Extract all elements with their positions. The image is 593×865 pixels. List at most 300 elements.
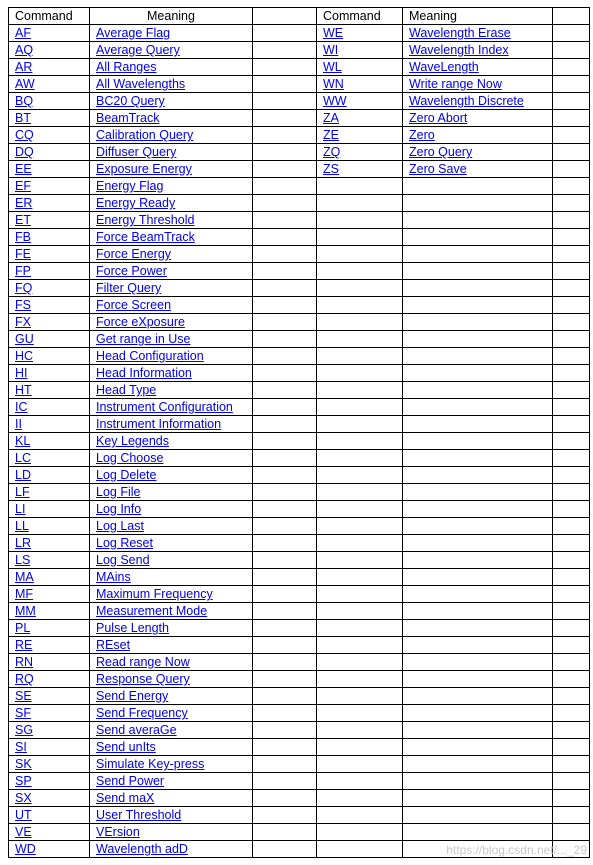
command-right-cell — [317, 722, 403, 739]
meaning-left-cell — [90, 484, 253, 501]
meaning-left-link[interactable]: Energy Threshold — [96, 213, 195, 227]
meaning-right-link[interactable]: Wavelength Discrete — [409, 94, 524, 108]
spacer-cell — [253, 42, 317, 59]
meaning-left-link[interactable]: REset — [96, 638, 131, 652]
command-left-cell — [9, 263, 90, 280]
command-left-link[interactable]: HI — [15, 366, 28, 380]
command-left-link[interactable]: RE — [15, 638, 33, 652]
command-left-cell — [9, 144, 90, 161]
command-right-cell — [317, 637, 403, 654]
meaning-left-link[interactable]: Send averaGe — [96, 723, 177, 737]
meaning-left-link[interactable]: Send Energy — [96, 689, 169, 703]
command-left-link[interactable]: IC — [15, 400, 28, 414]
meaning-left-link[interactable]: Key Legends — [96, 434, 169, 448]
command-left-link[interactable]: MF — [15, 587, 34, 601]
command-left-link[interactable]: HC — [15, 349, 34, 363]
spacer-cell — [253, 841, 317, 858]
command-left-link[interactable]: MM — [15, 604, 36, 618]
spacer-end-cell — [553, 671, 590, 688]
command-right-cell — [317, 773, 403, 790]
command-left-cell — [9, 76, 90, 93]
table-row — [9, 620, 590, 637]
command-right-cell — [317, 501, 403, 518]
command-left-cell — [9, 178, 90, 195]
table-row — [9, 314, 590, 331]
command-left-link[interactable]: AF — [15, 26, 31, 40]
spacer-end-cell — [553, 620, 590, 637]
meaning-right-cell — [403, 569, 553, 586]
meaning-right-cell — [403, 501, 553, 518]
command-left-link[interactable]: DQ — [15, 145, 34, 159]
command-left-link[interactable]: LD — [15, 468, 31, 482]
meaning-right-cell — [403, 263, 553, 280]
meaning-left-link[interactable]: VErsion — [96, 825, 140, 839]
meaning-right-cell — [403, 280, 553, 297]
spacer-end-cell — [553, 416, 590, 433]
meaning-left-cell — [90, 450, 253, 467]
command-left-cell — [9, 722, 90, 739]
spacer-end-cell — [553, 246, 590, 263]
spacer-cell — [253, 229, 317, 246]
spacer-end-cell — [553, 178, 590, 195]
command-left-link[interactable]: FX — [15, 315, 31, 329]
command-left-cell — [9, 535, 90, 552]
command-right-link[interactable]: ZE — [323, 128, 339, 142]
spacer-cell — [253, 433, 317, 450]
meaning-right-cell — [403, 365, 553, 382]
table-row — [9, 144, 590, 161]
meaning-left-link[interactable]: Instrument Information — [96, 417, 222, 431]
table-row — [9, 59, 590, 76]
command-left-link[interactable]: PL — [15, 621, 31, 635]
spacer-cell — [253, 161, 317, 178]
spacer-end-cell — [553, 722, 590, 739]
spacer-cell — [253, 178, 317, 195]
meaning-left-link[interactable]: Get range in Use — [96, 332, 191, 346]
meaning-left-cell — [90, 535, 253, 552]
spacer-cell — [253, 654, 317, 671]
command-left-cell — [9, 331, 90, 348]
meaning-left-link[interactable]: Wavelength adD — [96, 842, 188, 856]
meaning-left-link[interactable]: Read range Now — [96, 655, 190, 669]
command-left-cell — [9, 688, 90, 705]
table-row — [9, 93, 590, 110]
command-left-link[interactable]: ET — [15, 213, 31, 227]
command-left-cell — [9, 654, 90, 671]
command-left-cell — [9, 620, 90, 637]
command-left-link[interactable]: AW — [15, 77, 35, 91]
command-left-link[interactable]: FE — [15, 247, 31, 261]
spacer-cell — [253, 195, 317, 212]
meaning-left-cell — [90, 552, 253, 569]
meaning-left-link[interactable]: Measurement Mode — [96, 604, 208, 618]
command-left-link[interactable]: GU — [15, 332, 34, 346]
spacer-cell — [253, 144, 317, 161]
header-command-right: Command — [317, 8, 403, 25]
meaning-right-cell — [403, 484, 553, 501]
meaning-right-cell — [403, 331, 553, 348]
command-right-link[interactable]: ZQ — [323, 145, 341, 159]
command-left-link[interactable]: AR — [15, 60, 33, 74]
meaning-right-link[interactable]: Zero Save — [409, 162, 467, 176]
command-right-cell — [317, 535, 403, 552]
command-right-link[interactable]: WE — [323, 26, 344, 40]
command-left-link[interactable]: HT — [15, 383, 32, 397]
command-left-link[interactable]: LF — [15, 485, 30, 499]
meaning-left-cell — [90, 518, 253, 535]
table-row — [9, 824, 590, 841]
spacer-cell — [253, 314, 317, 331]
meaning-right-cell — [403, 603, 553, 620]
command-right-cell — [317, 586, 403, 603]
command-left-link[interactable]: FB — [15, 230, 31, 244]
spacer-cell — [253, 297, 317, 314]
spacer-end-cell — [553, 637, 590, 654]
meaning-left-link[interactable]: Send Power — [96, 774, 165, 788]
meaning-left-link[interactable]: Simulate Key-press — [96, 757, 205, 771]
meaning-left-link[interactable]: Force Energy — [96, 247, 172, 261]
command-left-cell — [9, 25, 90, 42]
meaning-right-cell — [403, 552, 553, 569]
command-left-link[interactable]: BQ — [15, 94, 34, 108]
command-right-link[interactable]: ZS — [323, 162, 339, 176]
meaning-left-link[interactable]: Energy Ready — [96, 196, 176, 210]
table-row — [9, 416, 590, 433]
command-right-link[interactable]: WI — [323, 43, 339, 57]
meaning-right-link[interactable]: WaveLength — [409, 60, 479, 74]
command-left-link[interactable]: VE — [15, 825, 32, 839]
meaning-left-cell — [90, 790, 253, 807]
spacer-cell — [253, 722, 317, 739]
command-right-cell — [317, 790, 403, 807]
table-row — [9, 773, 590, 790]
command-left-link[interactable]: RQ — [15, 672, 34, 686]
command-left-link[interactable]: SK — [15, 757, 32, 771]
command-right-link[interactable]: ZA — [323, 111, 339, 125]
meaning-left-link[interactable]: Head Type — [96, 383, 157, 397]
spacer-cell — [253, 688, 317, 705]
meaning-left-link[interactable]: Log Delete — [96, 468, 157, 482]
meaning-left-cell — [90, 416, 253, 433]
meaning-left-link[interactable]: Force Screen — [96, 298, 172, 312]
meaning-right-cell — [403, 739, 553, 756]
command-right-cell — [317, 365, 403, 382]
meaning-right-cell — [403, 144, 553, 161]
meaning-right-cell — [403, 25, 553, 42]
meaning-left-link[interactable]: Average Flag — [96, 26, 171, 40]
command-left-cell — [9, 161, 90, 178]
meaning-left-cell — [90, 586, 253, 603]
spacer-cell — [253, 263, 317, 280]
table-row — [9, 229, 590, 246]
meaning-left-link[interactable]: Log Send — [96, 553, 150, 567]
header-row — [9, 8, 590, 25]
spacer-cell — [253, 348, 317, 365]
command-left-cell — [9, 518, 90, 535]
meaning-left-cell — [90, 263, 253, 280]
spacer-end-cell — [553, 739, 590, 756]
command-right-cell — [317, 467, 403, 484]
spacer-cell — [253, 450, 317, 467]
meaning-left-cell — [90, 110, 253, 127]
meaning-left-link[interactable]: BeamTrack — [96, 111, 160, 125]
table-row — [9, 365, 590, 382]
spacer-end-cell — [553, 263, 590, 280]
meaning-left-link[interactable]: Head Configuration — [96, 349, 204, 363]
meaning-left-cell — [90, 501, 253, 518]
command-right-cell — [317, 195, 403, 212]
command-right-cell — [317, 552, 403, 569]
spacer-cell — [253, 93, 317, 110]
spacer-cell — [253, 790, 317, 807]
command-left-link[interactable]: WD — [15, 842, 36, 856]
command-left-link[interactable]: CQ — [15, 128, 34, 142]
spacer-cell — [253, 501, 317, 518]
spacer-end-cell — [553, 314, 590, 331]
meaning-right-cell — [403, 161, 553, 178]
meaning-right-link[interactable]: Wavelength Index — [409, 43, 509, 57]
meaning-right-cell — [403, 518, 553, 535]
command-right-cell — [317, 59, 403, 76]
command-left-link[interactable]: LL — [15, 519, 29, 533]
table-row — [9, 195, 590, 212]
command-left-cell — [9, 59, 90, 76]
command-left-link[interactable]: FQ — [15, 281, 33, 295]
table-row — [9, 705, 590, 722]
table-row — [9, 110, 590, 127]
meaning-left-cell — [90, 93, 253, 110]
table-row — [9, 246, 590, 263]
command-left-link[interactable]: SE — [15, 689, 32, 703]
meaning-left-cell — [90, 178, 253, 195]
command-left-link[interactable]: EF — [15, 179, 31, 193]
command-left-cell — [9, 790, 90, 807]
meaning-right-link[interactable]: Zero Abort — [409, 111, 468, 125]
command-right-cell — [317, 518, 403, 535]
meaning-left-link[interactable]: Send maX — [96, 791, 155, 805]
spacer-cell — [253, 773, 317, 790]
meaning-left-link[interactable]: Maximum Frequency — [96, 587, 213, 601]
command-right-cell — [317, 161, 403, 178]
table-row — [9, 450, 590, 467]
meaning-left-link[interactable]: Response Query — [96, 672, 190, 686]
table-row — [9, 399, 590, 416]
spacer-end-cell — [553, 229, 590, 246]
meaning-right-cell — [403, 212, 553, 229]
command-left-link[interactable]: LC — [15, 451, 31, 465]
meaning-left-link[interactable]: All Ranges — [96, 60, 157, 74]
meaning-left-cell — [90, 331, 253, 348]
spacer-cell — [253, 756, 317, 773]
table-row — [9, 603, 590, 620]
command-table — [8, 7, 590, 858]
spacer-cell — [253, 331, 317, 348]
meaning-right-cell — [403, 756, 553, 773]
spacer-end-cell — [553, 807, 590, 824]
command-left-cell — [9, 569, 90, 586]
command-right-link[interactable]: WW — [323, 94, 347, 108]
meaning-left-link[interactable]: Send Frequency — [96, 706, 188, 720]
meaning-left-link[interactable]: Log Last — [96, 519, 144, 533]
table-row — [9, 688, 590, 705]
meaning-left-link[interactable]: Pulse Length — [96, 621, 169, 635]
command-right-cell — [317, 654, 403, 671]
spacer-cell — [253, 59, 317, 76]
command-left-link[interactable]: EE — [15, 162, 32, 176]
table-row — [9, 790, 590, 807]
table-row — [9, 654, 590, 671]
meaning-left-link[interactable]: MAins — [96, 570, 131, 584]
table-row — [9, 178, 590, 195]
command-right-cell — [317, 25, 403, 42]
meaning-right-link[interactable]: Write range Now — [409, 77, 502, 91]
command-right-cell — [317, 705, 403, 722]
meaning-right-cell — [403, 195, 553, 212]
command-left-link[interactable]: LS — [15, 553, 31, 567]
meaning-left-link[interactable]: Log Choose — [96, 451, 164, 465]
command-left-link[interactable]: SF — [15, 706, 31, 720]
command-left-cell — [9, 841, 90, 858]
command-left-link[interactable]: SI — [15, 740, 27, 754]
meaning-right-cell — [403, 688, 553, 705]
spacer-end-cell — [553, 535, 590, 552]
meaning-left-link[interactable]: Force eXposure — [96, 315, 185, 329]
meaning-left-link[interactable]: Energy Flag — [96, 179, 164, 193]
command-right-cell — [317, 382, 403, 399]
command-left-link[interactable]: SP — [15, 774, 32, 788]
meaning-left-link[interactable]: Head Information — [96, 366, 192, 380]
meaning-right-cell — [403, 535, 553, 552]
meaning-left-cell — [90, 42, 253, 59]
spacer-end-cell — [553, 76, 590, 93]
command-right-cell — [317, 824, 403, 841]
meaning-left-link[interactable]: Log File — [96, 485, 141, 499]
meaning-right-link[interactable]: Wavelength Erase — [409, 26, 511, 40]
command-right-cell — [317, 348, 403, 365]
command-left-link[interactable]: BT — [15, 111, 31, 125]
command-left-cell — [9, 756, 90, 773]
meaning-left-cell — [90, 824, 253, 841]
meaning-left-cell — [90, 807, 253, 824]
meaning-left-link[interactable]: Force Power — [96, 264, 167, 278]
meaning-left-link[interactable]: Average Query — [96, 43, 180, 57]
table-row — [9, 484, 590, 501]
meaning-left-link[interactable]: Diffuser Query — [96, 145, 177, 159]
command-left-cell — [9, 365, 90, 382]
command-right-cell — [317, 569, 403, 586]
spacer-end-cell — [553, 297, 590, 314]
meaning-left-link[interactable]: Force BeamTrack — [96, 230, 195, 244]
command-left-cell — [9, 739, 90, 756]
command-left-link[interactable]: LI — [15, 502, 26, 516]
meaning-right-cell — [403, 807, 553, 824]
command-right-cell — [317, 450, 403, 467]
command-left-cell — [9, 467, 90, 484]
command-right-cell — [317, 229, 403, 246]
table-row — [9, 25, 590, 42]
command-left-link[interactable]: RN — [15, 655, 34, 669]
table-row — [9, 42, 590, 59]
table-row — [9, 569, 590, 586]
spacer-cell — [253, 603, 317, 620]
meaning-left-link[interactable]: Calibration Query — [96, 128, 194, 142]
command-left-link[interactable]: SG — [15, 723, 34, 737]
meaning-left-link[interactable]: Log Info — [96, 502, 142, 516]
command-left-link[interactable]: MA — [15, 570, 34, 584]
meaning-right-cell — [403, 824, 553, 841]
command-left-link[interactable]: FP — [15, 264, 31, 278]
command-left-cell — [9, 212, 90, 229]
command-right-cell — [317, 807, 403, 824]
table-row — [9, 76, 590, 93]
table-row — [9, 212, 590, 229]
command-left-cell — [9, 603, 90, 620]
table-row — [9, 348, 590, 365]
command-left-cell — [9, 127, 90, 144]
meaning-left-cell — [90, 297, 253, 314]
spacer-end-cell — [553, 331, 590, 348]
meaning-left-link[interactable]: User Threshold — [96, 808, 182, 822]
command-left-link[interactable]: ER — [15, 196, 33, 210]
command-left-cell — [9, 552, 90, 569]
meaning-left-link[interactable]: Log Reset — [96, 536, 153, 550]
command-right-link[interactable]: WN — [323, 77, 344, 91]
spacer-end-cell — [553, 586, 590, 603]
command-left-link[interactable]: II — [15, 417, 22, 431]
meaning-left-cell — [90, 841, 253, 858]
meaning-left-link[interactable]: Instrument Configuration — [96, 400, 233, 414]
meaning-left-cell — [90, 212, 253, 229]
command-right-link[interactable]: WL — [323, 60, 342, 74]
meaning-left-cell — [90, 773, 253, 790]
spacer-cell — [253, 25, 317, 42]
meaning-left-link[interactable]: BC20 Query — [96, 94, 165, 108]
meaning-left-cell — [90, 195, 253, 212]
command-left-link[interactable]: UT — [15, 808, 32, 822]
spacer-end-cell — [553, 603, 590, 620]
command-left-link[interactable]: AQ — [15, 43, 34, 57]
meaning-right-link[interactable]: Zero — [409, 128, 435, 142]
meaning-right-cell — [403, 671, 553, 688]
spacer-cell — [253, 382, 317, 399]
command-left-link[interactable]: LR — [15, 536, 31, 550]
spacer-end-cell — [553, 705, 590, 722]
command-left-cell — [9, 586, 90, 603]
meaning-left-link[interactable]: Send unIts — [96, 740, 156, 754]
meaning-left-link[interactable]: Filter Query — [96, 281, 162, 295]
spacer-cell — [253, 76, 317, 93]
meaning-right-link[interactable]: Zero Query — [409, 145, 473, 159]
meaning-left-link[interactable]: Exposure Energy — [96, 162, 192, 176]
table-row — [9, 739, 590, 756]
meaning-left-cell — [90, 399, 253, 416]
header-spacer — [253, 8, 317, 25]
meaning-right-cell — [403, 654, 553, 671]
spacer-end-cell — [553, 450, 590, 467]
meaning-left-cell — [90, 569, 253, 586]
table-row — [9, 433, 590, 450]
command-left-link[interactable]: KL — [15, 434, 31, 448]
spacer-end-cell — [553, 280, 590, 297]
command-left-link[interactable]: FS — [15, 298, 31, 312]
table-row — [9, 501, 590, 518]
meaning-left-link[interactable]: All Wavelengths — [96, 77, 186, 91]
command-right-cell — [317, 620, 403, 637]
table-row — [9, 756, 590, 773]
table-row — [9, 518, 590, 535]
command-left-link[interactable]: SX — [15, 791, 32, 805]
meaning-right-cell — [403, 229, 553, 246]
